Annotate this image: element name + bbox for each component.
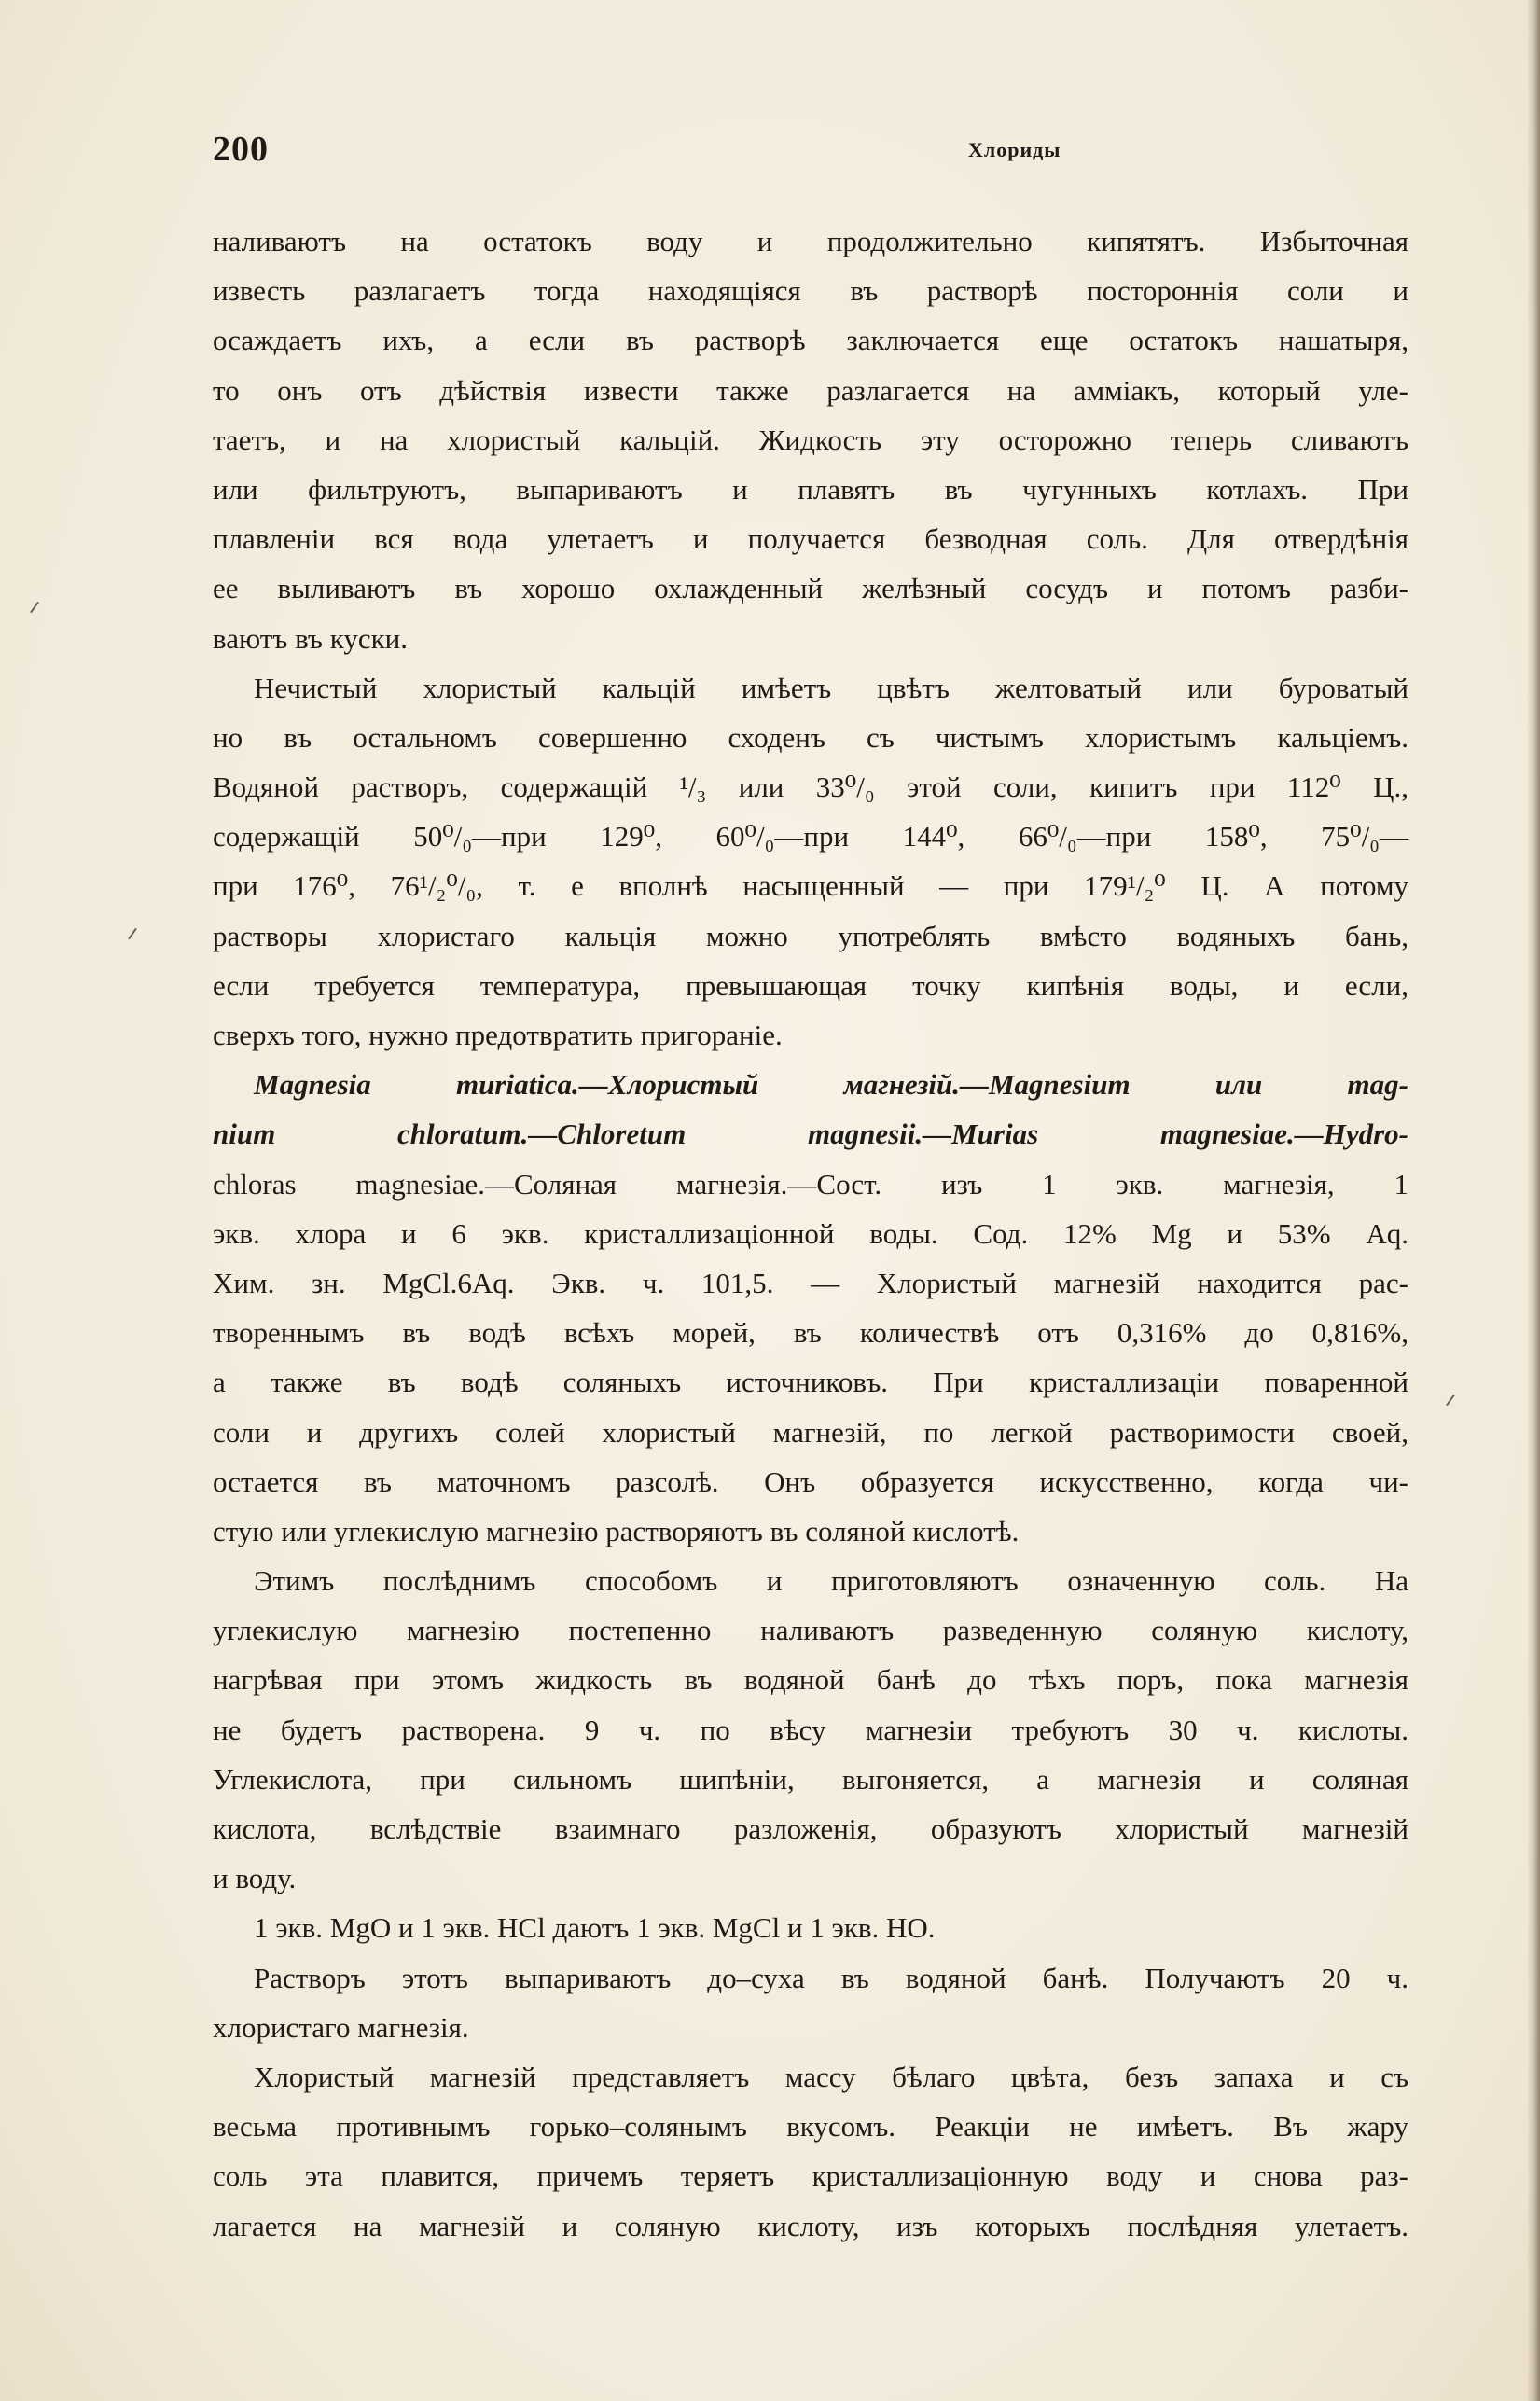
text-line: ее выливаютъ въ хорошо охлажденный желѣзный сосудъ и потомъ разби- xyxy=(213,572,1408,605)
text-line: Растворъ этотъ выпариваютъ до–суха въ водяной банѣ. Получаютъ 20 ч. xyxy=(254,1961,1408,1994)
text-line: весьма противнымъ горько–солянымъ вкусомъ. Реакціи не имѣетъ. Въ жару xyxy=(213,2110,1408,2144)
text-line: chloras magnesiae.—Соляная магнезія.—Сост. изъ 1 экв. магнезія, 1 xyxy=(213,1167,1408,1200)
text-line: растворы хлористаго кальція можно употреблять вмѣсто водяныхъ бань, xyxy=(213,919,1408,952)
paragraph xyxy=(213,2052,1408,2251)
page-spine-shadow xyxy=(1527,0,1540,2401)
text-line: нагрѣвая при этомъ жидкость въ водяной банѣ до тѣхъ поръ, пока магнезія xyxy=(213,1663,1408,1697)
text-line: сверхъ того, нужно предотвратить пригораніе. xyxy=(213,1019,783,1051)
text-line: но въ остальномъ совершенно сходенъ съ чистымъ хлористымъ кальціемъ. xyxy=(213,720,1408,754)
text-line: Magnesia muriatica.—Хлористый магнезій.—Magnesium или mag- xyxy=(254,1068,1408,1102)
paragraph xyxy=(213,1556,1408,1903)
page-number: 200 xyxy=(213,130,269,169)
text-line: или фильтруютъ, выпариваютъ и плавятъ въ чугунныхъ котлахъ. При xyxy=(213,472,1408,506)
text-line: nium chloratum.—Chloretum magnesii.—Murias magnesiae.—Hydro- xyxy=(213,1117,1408,1151)
text-line: соли и другихъ солей хлористый магнезій, по легкой растворимости своей, xyxy=(213,1415,1408,1449)
text-line: хлористаго магнезія. xyxy=(213,2010,469,2044)
text-line: Углекислота, при сильномъ шипѣніи, выгоняется, а магнезія и соляная xyxy=(213,1762,1408,1796)
margin-mark xyxy=(1446,1395,1455,1407)
paragraph xyxy=(213,663,1408,1061)
text-line: Этимъ послѣднимъ способомъ и приготовляютъ означенную соль. На xyxy=(254,1564,1408,1598)
text-line: соль эта плавится, причемъ теряетъ кристаллизаціонную воду и снова раз- xyxy=(213,2159,1408,2193)
paragraph xyxy=(213,1953,1408,2052)
text-line: стую или углекислую магнезію растворяютъ въ соляной кислотѣ. xyxy=(213,1514,1020,1547)
text-line: 1 экв. MgO и 1 экв. HCl даютъ 1 экв. MgCl и 1 экв. HO. xyxy=(254,1911,936,1945)
margin-mark xyxy=(30,602,39,614)
text-line: не будетъ растворена. 9 ч. по вѣсу магнезіи требуютъ 30 ч. кислоты. xyxy=(213,1713,1408,1746)
text-line: и воду. xyxy=(213,1862,297,1895)
text-line: Хлористый магнезій представляетъ массу бѣлаго цвѣта, безъ запаха и съ xyxy=(254,2060,1408,2093)
margin-mark xyxy=(128,928,137,940)
text-line: известь разлагаетъ тогда находящіяся въ растворѣ постороннія соли и xyxy=(213,274,1408,308)
text-line: таетъ, и на хлористый кальцій. Жидкость эту осторожно теперь сливаютъ xyxy=(213,423,1408,456)
text-line: кислота, вслѣдствіе взаимнаго разложенія, образуютъ хлористый магнезій xyxy=(213,1812,1408,1845)
text-line: содержащій 50⁰/₀—при 129⁰, 60⁰/₀—при 144⁰, 66⁰/₀—при 158⁰, 75⁰/₀— xyxy=(213,820,1408,854)
text-line: Водяной растворъ, содержащій ¹/₃ или 33⁰/₀ этой соли, кипитъ при 112⁰ Ц., xyxy=(213,770,1408,804)
text-line: плавленіи вся вода улетаетъ и получается безводная соль. Для отвердѣнія xyxy=(213,522,1408,556)
paragraph xyxy=(213,216,1408,663)
text-line: то онъ отъ дѣйствія извести также разлагается на амміакъ, который уле- xyxy=(213,373,1408,407)
text-line: экв. хлора и 6 экв. кристаллизаціонной воды. Сод. 12% Mg и 53% Aq. xyxy=(213,1216,1408,1250)
paragraph xyxy=(213,1060,1408,1556)
text-line: лагается на магнезій и соляную кислоту, изъ которыхъ послѣдняя улетаетъ. xyxy=(213,2209,1408,2242)
page-header xyxy=(213,129,1425,185)
text-line: твореннымъ въ водѣ всѣхъ морей, въ количествѣ отъ 0,316% до 0,816%, xyxy=(213,1316,1408,1350)
text-line: наливаютъ на остатокъ воду и продолжительно кипятятъ. Избыточная xyxy=(213,225,1408,257)
text-line: ваютъ въ куски. xyxy=(213,621,408,655)
text-line: а также въ водѣ соляныхъ источниковъ. При кристаллизаціи поваренной xyxy=(213,1366,1408,1399)
text-line: Нечистый хлористый кальцій имѣетъ цвѣтъ желтоватый или буроватый xyxy=(254,671,1408,704)
text-line: при 176⁰, 76¹/₂⁰/₀, т. е вполнѣ насыщенный — при 179¹/₂⁰ Ц. А потому xyxy=(213,869,1408,903)
text-line: остается въ маточномъ разсолѣ. Онъ образуется искусственно, когда чи- xyxy=(213,1464,1408,1498)
text-line: Хим. зн. MgCl.6Aq. Экв. ч. 101,5. — Хлористый магнезій находится рас- xyxy=(213,1266,1408,1299)
body-text xyxy=(213,216,1408,2251)
running-head: Хлориды xyxy=(968,138,1061,161)
text-line: углекислую магнезію постепенно наливаютъ разведенную соляную кислоту, xyxy=(213,1614,1408,1647)
text-line: осаждаетъ ихъ, а если въ растворѣ заключается еще остатокъ нашатыря, xyxy=(213,324,1408,357)
paragraph xyxy=(213,1903,1408,1952)
text-line: если требуется температура, превышающая точку кипѣнія воды, и если, xyxy=(213,968,1408,1002)
